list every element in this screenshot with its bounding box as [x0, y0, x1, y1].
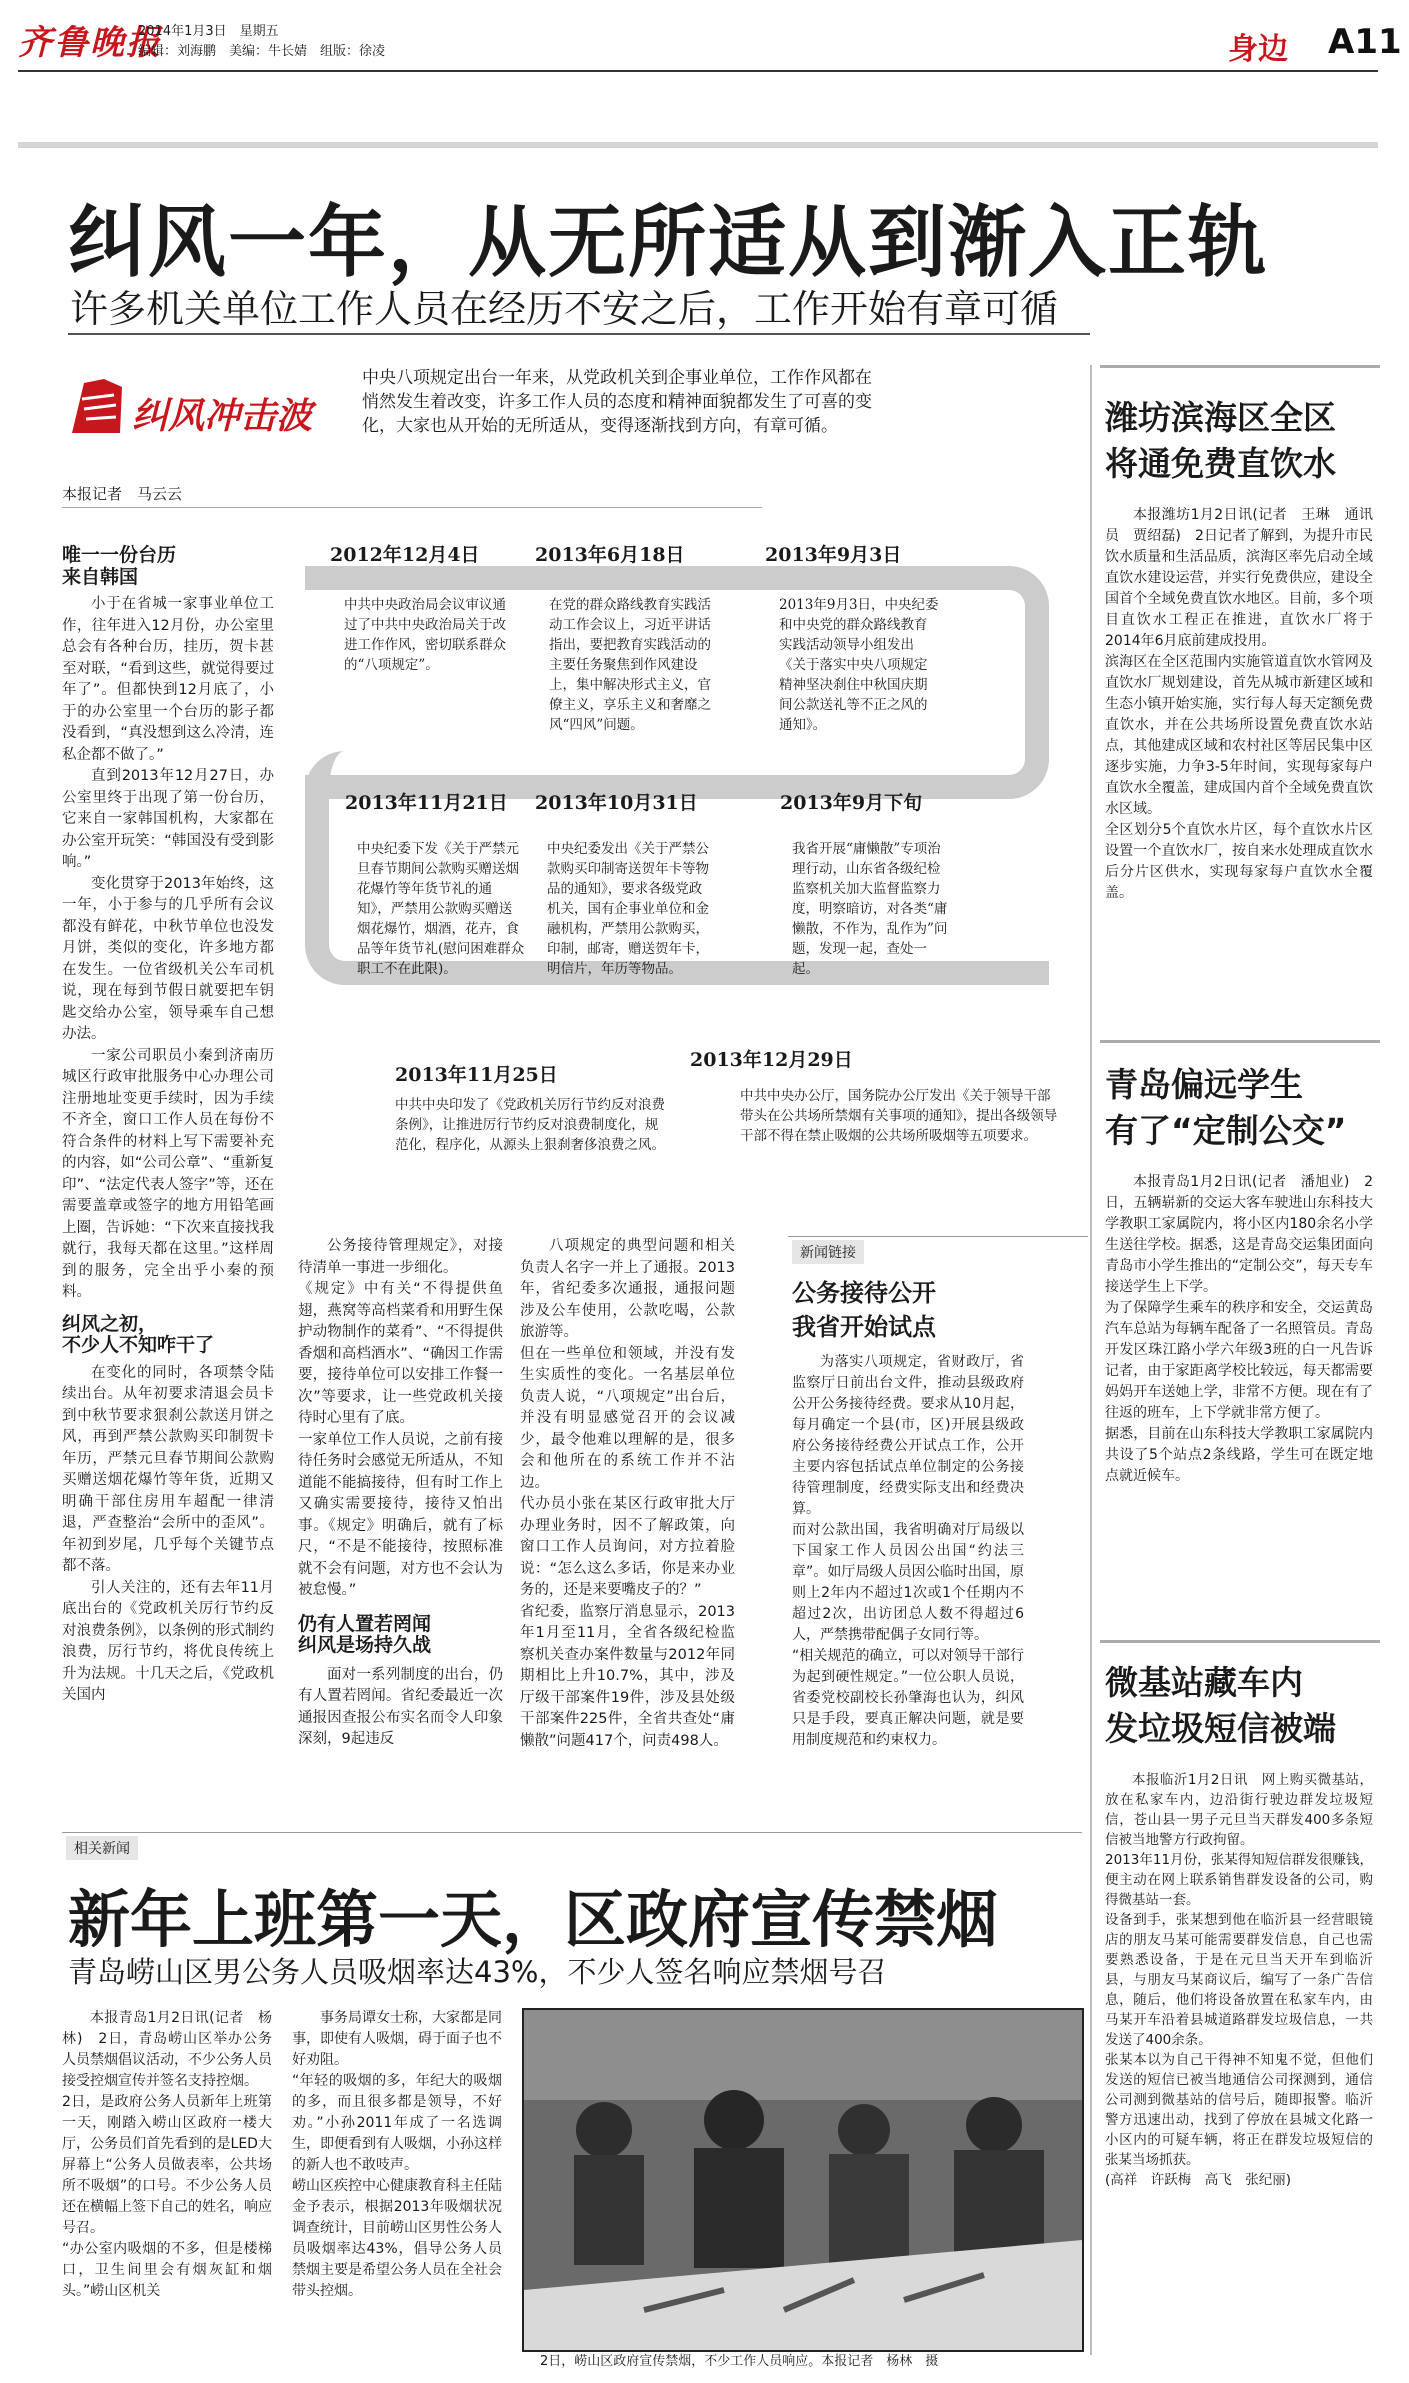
photo-caption: 2日，崂山区政府宣传禁烟，不少工作人员响应。本报记者 杨林 摄	[540, 2354, 939, 2369]
side-divider	[1090, 365, 1092, 2355]
timeline-entry	[345, 788, 545, 979]
main-subtitle: 许多机关单位工作人员在经历不安之后，工作开始有章可循	[70, 287, 1059, 331]
side-text-1: 本报潍坊1月2日讯(记者 王琳 通讯员 贾绍磊) 2日记者了解到，为提升市民饮水质量和生活品质，滨海区率先启动全域直饮水建设运营，并实行免费供应，建设全国首个全域免费直饮水地区。目前，多个项目直饮水工程正在推进，直饮水厂将于2014年6月底前建成投用。 滨海区在全区范围内实施管道直饮水管网及直饮水厂规划建设，首先从城市新建区域和生态小镇开始实施，实行每人每天定额免费直饮水，并在公共场所设置免费直饮水站点，其他建成区域和农村社区等居民集中区逐步实施，力争3-5年时间，实现每家每户直饮水全覆盖，建成国内首个全域免费直饮水区域。 全区划分5个直饮水片区，每个直饮水片区设置一个直饮水厂，按自来水处理成直饮水后分片区供水，实现每家每户直饮水全覆盖。	[1105, 507, 1373, 901]
bottom-col-2: 事务局谭女士称，大家都是同事，即使有人吸烟，碍于面子也不好劝阻。 “年轻的吸烟的多，年纪大的吸烟的多，而且很多都是领导，不好劝。”小孙2011年成了一名选调生，即便看到有人吸烟，小孙这样的新人也不敢吱声。 崂山区疾控中心健康教育科主任陆金予表示，根据2013年吸烟状况调查统计，目前崂山区男性公务人员吸烟率达43%，倡导公务人员禁烟主要是希望公务人员在全社会带头控烟。	[292, 2010, 502, 2299]
side-title-2b: 有了“定制公交”	[1105, 1111, 1347, 1150]
timeline-date: 2013年6月18日	[535, 544, 685, 566]
news-link-rule	[788, 1236, 1088, 1237]
date-line: 2014年1月3日 星期五	[138, 24, 279, 39]
side-title-2: 青岛偏远学生	[1105, 1065, 1303, 1104]
header-band	[18, 142, 1378, 148]
side-title-3b: 发垃圾短信被端	[1105, 1709, 1336, 1748]
byline-rule	[62, 507, 762, 508]
timeline-date: 2013年12月29日	[690, 1049, 853, 1071]
side-title-3: 微基站藏车内	[1105, 1663, 1303, 1702]
timeline-entry	[535, 788, 735, 979]
article-col-1	[62, 545, 274, 1707]
timeline-text: 中共中央政治局会议审议通过了中共中央政治局关于改进工作作风，密切联系群众的“八项规定”。	[344, 597, 506, 673]
header-rule	[18, 70, 1378, 72]
timeline-entry	[765, 540, 965, 735]
article-col-3	[520, 1236, 735, 1752]
bottom-col-1: 本报青岛1月2日讯(记者 杨林) 2日，青岛崂山区举办公务人员禁烟倡议活动，不少公务人员接受控烟宣传并签名支持控烟。 2日，是政府公务人员新年上班第一天，刚踏入崂山区政府一楼大厅，公务员们首先看到的是LED大屏幕上“公务人员做表率，公共场所不吸烟”的口号。不少公务人员还在横幅上签下自己的姓名，响应号召。 “办公室内吸烟的不多，但是楼梯口，卫生间里会有烟灰缸和烟头。”崂山区机关	[62, 2010, 272, 2299]
col3-paragraph: 八项规定的典型问题和相关负责人名字一并上了通报。2013年，省纪委多次通报，通报问题涉及公车使用，公款吃喝，公款旅游等。 但在一些单位和领域，并没有发生实质性的变化。一名基层单位负责人说，“八项规定”出台后，并没有明显感觉召开的会议减少，最令他难以理解的是，很多会和他所在的系统工作并不沾边。 代办员小张在某区行政审批大厅办理业务时，因不了解政策，向窗口工作人员询问，对方拉着脸说：“怎么这么多话，你是来办业务的，还是来要嘴皮子的？” 省纪委，监察厅消息显示，2013年1月至11月，全省各级纪检监察机关查办案件数量与2012年同期相比上升10.7%，其中，涉及厅级干部案件19件，涉及县处级干部案件225件，全省共查处“庸懒散”问题417个，问责498人。	[520, 1238, 735, 1749]
column-logo-text: 纠风冲击波	[132, 396, 313, 437]
section-name: 身边	[1228, 32, 1288, 67]
lead-paragraph: 中央八项规定出台一年来，从党政机关到企事业单位，工作作风都在悄然发生着改变，许多工作人员的态度和精神面貌都发生了可喜的变化，大家也从开始的无所适从，变得逐渐找到方向，有章可循。	[362, 368, 872, 436]
byline: 本报记者 马云云	[62, 485, 183, 503]
col2-heading-2: 纠风是场持久战	[298, 1634, 432, 1656]
col1-heading-2: 来自韩国	[62, 565, 139, 588]
side-text-2: 本报青岛1月2日讯(记者 潘旭业) 2日，五辆崭新的交运大客车驶进山东科技大学教职工家属院内，将小区内180余名小学生送往学校。据悉，这是青岛交运集团面向青岛市小学生推出的“定制公交”，每天专车接送学生上下学。 为了保障学生乘车的秩序和安全，交运黄岛汽车总站为每辆车配备了一名照管员。青岛开发区珠江路小学六年级3班的白一凡告诉记者，由于家距离学校比较远，每天都需要妈妈开车送她上学，非常不方便。现在有了往返的班车，上下学就非常方便了。 据悉，目前在山东科技大学教职工家属院内共设了5个站点2条线路，学生可在既定地点就近候车。	[1105, 1174, 1373, 1484]
page-number: A11	[1328, 22, 1402, 62]
side-rule	[1100, 1640, 1380, 1643]
title-rule	[68, 333, 1090, 335]
timeline-date: 2013年10月31日	[535, 792, 698, 814]
col2-paragraph: 面对一系列制度的出台，仍有人置若罔闻。省纪委最近一次通报因查报公布实名而令人印象深刻，9起违反	[298, 1666, 503, 1747]
article-col-2	[298, 1236, 503, 1751]
col1-heading-3: 纠风之初，	[62, 1312, 158, 1335]
timeline-entry	[780, 788, 980, 979]
col1-paragraph: 在变化的同时，各项禁令陆续出台。从年初要求清退会员卡到中秋节要求狠刹公款送月饼之风，再到严禁公款购买印制贺卡年历，严禁元旦春节期间公款购买赠送烟花爆竹等年货，近期又明确干部住房用车超配一律清退，严查整治“会所中的歪风”。年初到岁尾，几乎每个关键节点都不落。	[62, 1364, 274, 1574]
timeline-date: 2013年11月21日	[345, 792, 508, 814]
news-link-tag: 新闻链接	[792, 1240, 864, 1264]
masthead: 齐鲁晚报	[18, 23, 162, 63]
timeline-text: 中央纪委下发《关于严禁元旦春节期间公款购买赠送烟花爆竹等年货节礼的通知》，严禁用公款购买赠送烟花爆竹，烟酒，花卉，食品等年货节礼(慰问困难群众职工不在此限)。	[357, 841, 525, 977]
col1-heading-1: 唯一一份台历	[62, 544, 177, 566]
news-photo	[522, 2008, 1084, 2352]
col2-paragraph: 公务接待管理规定》，对接待清单一事进一步细化。 《规定》中有关“不得提供鱼翅，燕窝等高档菜肴和用野生保护动物制作的菜肴”、“不得提供香烟和高档酒水”、“确因工作需要，接待单位可以安排工作餐一次”等要求，让一些党政机关接待时心里有了底。 一家单位工作人员说，之前有接待任务时会感觉无所适从，不知道能不能搞接待，但有时工作上又确实需要接待，接待又怕出事。《规定》明确后，就有了标尺，“不是不能接待，按照标准就不会有问题，对方也不会认为被怠慢。”	[298, 1238, 503, 1598]
bottom-rule	[62, 1832, 1082, 1833]
col1-paragraph: 引人关注的，还有去年11月底出台的《党政机关厉行节约反对浪费条例》，以条例的形式制约浪费，厉行节约，将优良传统上升为法规。十几天之后，《党政机关国内	[62, 1579, 274, 1703]
timeline-text: 在党的群众路线教育实践活动工作会议上，习近平讲话指出，要把教育实践活动的主要任务聚焦到作风建设上，集中解决形式主义，官僚主义，享乐主义和奢靡之风“四风”问题。	[549, 597, 711, 733]
related-news-tag: 相关新闻	[66, 1836, 138, 1860]
col1-paragraph: 小于在省城一家事业单位工作，往年进入12月份，办公室里总会有各种台历，挂历，贺卡甚至对联，“看到这些，就觉得要过年了”。但都快到12月底了，小于的办公室里一个台历的影子都没看到，“真没想到这么冷清，连私企都不做了。”	[62, 596, 274, 763]
side-title-1: 潍坊滨海区全区	[1105, 398, 1336, 437]
staff-line: 编辑：刘海鹏 美编：牛长婧 组版：徐凌	[138, 44, 386, 59]
timeline-entry	[690, 1045, 1070, 1146]
timeline-entry	[395, 1060, 675, 1155]
timeline-entry	[535, 540, 735, 735]
timeline-date: 2013年11月25日	[395, 1064, 558, 1086]
bottom-title: 新年上班第一天，区政府宣传禁烟	[68, 1883, 999, 1956]
timeline-text: 2013年9月3日，中央纪委和中央党的群众路线教育实践活动领导小组发出《关于落实中央八项规定精神坚决刹住中秋国庆期间公款送礼等不正之风的通知》。	[779, 597, 939, 733]
side-rule	[1100, 365, 1380, 368]
timeline-date: 2013年9月下旬	[780, 792, 923, 814]
side-article-3	[1105, 1660, 1373, 2190]
side-rule	[1100, 1040, 1380, 1043]
photo-illustration	[524, 2010, 1082, 2350]
timeline-text: 中央纪委发出《关于严禁公款购买印制寄送贺年卡等物品的通知》，要求各级党政机关，国有企事业单位和金融机构，严禁用公款购买，印制，邮寄，赠送贺年卡，明信片，年历等物品。	[547, 841, 709, 977]
news-link	[792, 1276, 1024, 1751]
main-title: 纠风一年，从无所适从到渐入正轨	[68, 198, 1269, 288]
timeline-date: 2013年9月3日	[765, 544, 902, 566]
bottom-subtitle: 青岛崂山区男公务人员吸烟率达43%，不少人签名响应禁烟号召	[68, 1955, 887, 1989]
news-link-heading-1: 公务接待公开	[792, 1279, 936, 1307]
side-article-1	[1105, 395, 1373, 904]
timeline-text: 我省开展“庸懒散”专项治理行动，山东省各级纪检监察机关加大监督监察力度，明察暗访，对各类“庸懒散，不作为，乱作为”问题，发现一起，查处一起。	[792, 841, 948, 977]
col1-paragraph: 直到2013年12月27日，办公室里终于出现了第一份台历，它来自一家韩国机构，大家都在办公室开玩笑：“韩国没有受到影响。”	[62, 768, 274, 870]
side-article-2	[1105, 1062, 1373, 1487]
col1-heading-4: 不少人不知咋干了	[62, 1334, 215, 1356]
side-text-3: 本报临沂1月2日讯 网上购买微基站，放在私家车内，边沿街行驶边群发垃圾短信，苍山县一男子元旦当天群发400多条短信被当地警方行政拘留。 2013年11月份，张某得知短信群发很赚钱，便主动在网上联系销售群发设备的公司，购得微基站一套。 设备到手，张某想到他在临沂县一经营眼镜店的朋友马某可能需要群发信息，自己也需要熟悉设备，于是在元旦当天开车到临沂县，与朋友马某商议后，编写了一条广告信息，随后，他们将设备放置在私家车内，由马某开车沿着县城道路群发垃圾信息，一共发送了400余条。 张某本以为自己干得神不知鬼不觉，但他们发送的短信已被当地通信公司探测到，通信公司测到微基站的信号后，随即报警。临沂警方迅速出动，找到了停放在县城文化路一小区内的可疑车辆，将正在群发垃圾短信的张某当场抓获。 (高祥 许跃梅 高飞 张纪丽)	[1105, 1772, 1373, 2188]
timeline-entry	[330, 540, 530, 675]
timeline-text: 中共中央印发了《党政机关厉行节约反对浪费条例》，让推进厉行节约反对浪费制度化，规范化，程序化，从源头上狠刹奢侈浪费之风。	[395, 1097, 665, 1153]
news-link-text: 为落实八项规定，省财政厅，省监察厅日前出台文件，推动县级政府公开公务接待经费。要求从10月起，每月确定一个县(市，区)开展县级政府公务接待经费公开试点工作，公开主要内容包括试点单位制定的公务接待管理制度，经费实际支出和经费决算。 而对公款出国，我省明确对厅局级以下国家工作人员因公出国“约法三章”。如厅局级人员因公临时出国，原则上2年内不超过1次或1个任期内不超过2次，出访团总人数不得超过6人，严禁携带配偶子女同行等。 “相关规范的确立，可以对领导干部行为起到硬性规定。”一位公职人员说，省委党校副校长孙肇海也认为，纠风只是手段，要真正解决问题，就是要用制度规范和约束权力。	[792, 1354, 1024, 1748]
col2-heading-1: 仍有人置若罔闻	[298, 1612, 432, 1635]
col1-paragraph: 一家公司职员小秦到济南历城区行政审批服务中心办理公司注册地址变更手续时，因为手续不齐全，窗口工作人员在每份不符合条件的材料上写下需要补充的内容，如“公司公章”、“重新复印”、“法定代表人签字”等，还在需要盖章或签字的地方用铅笔画上圈，告诉她：“下次来直接找我就行，我每天都在这里。”这样周到的服务，完全出乎小秦的预料。	[62, 1047, 274, 1300]
timeline-date: 2012年12月4日	[330, 544, 480, 566]
news-link-heading-2: 我省开始试点	[792, 1313, 936, 1341]
col1-paragraph: 变化贯穿于2013年始终，这一年，小于参与的几乎所有会议都没有鲜花，中秋节单位也没发月饼，类似的变化，许多地方都在发生。一位省级机关公车司机说，现在每到节假日就要把车钥匙交给办公室，领导乘车自己想办法。	[62, 875, 274, 1042]
side-title-1b: 将通免费直饮水	[1105, 444, 1336, 483]
timeline-text: 中共中央办公厅，国务院办公厅发出《关于领导干部带头在公共场所禁烟有关事项的通知》，提出各级领导干部不得在禁止吸烟的公共场所吸烟等五项要求。	[740, 1088, 1058, 1144]
